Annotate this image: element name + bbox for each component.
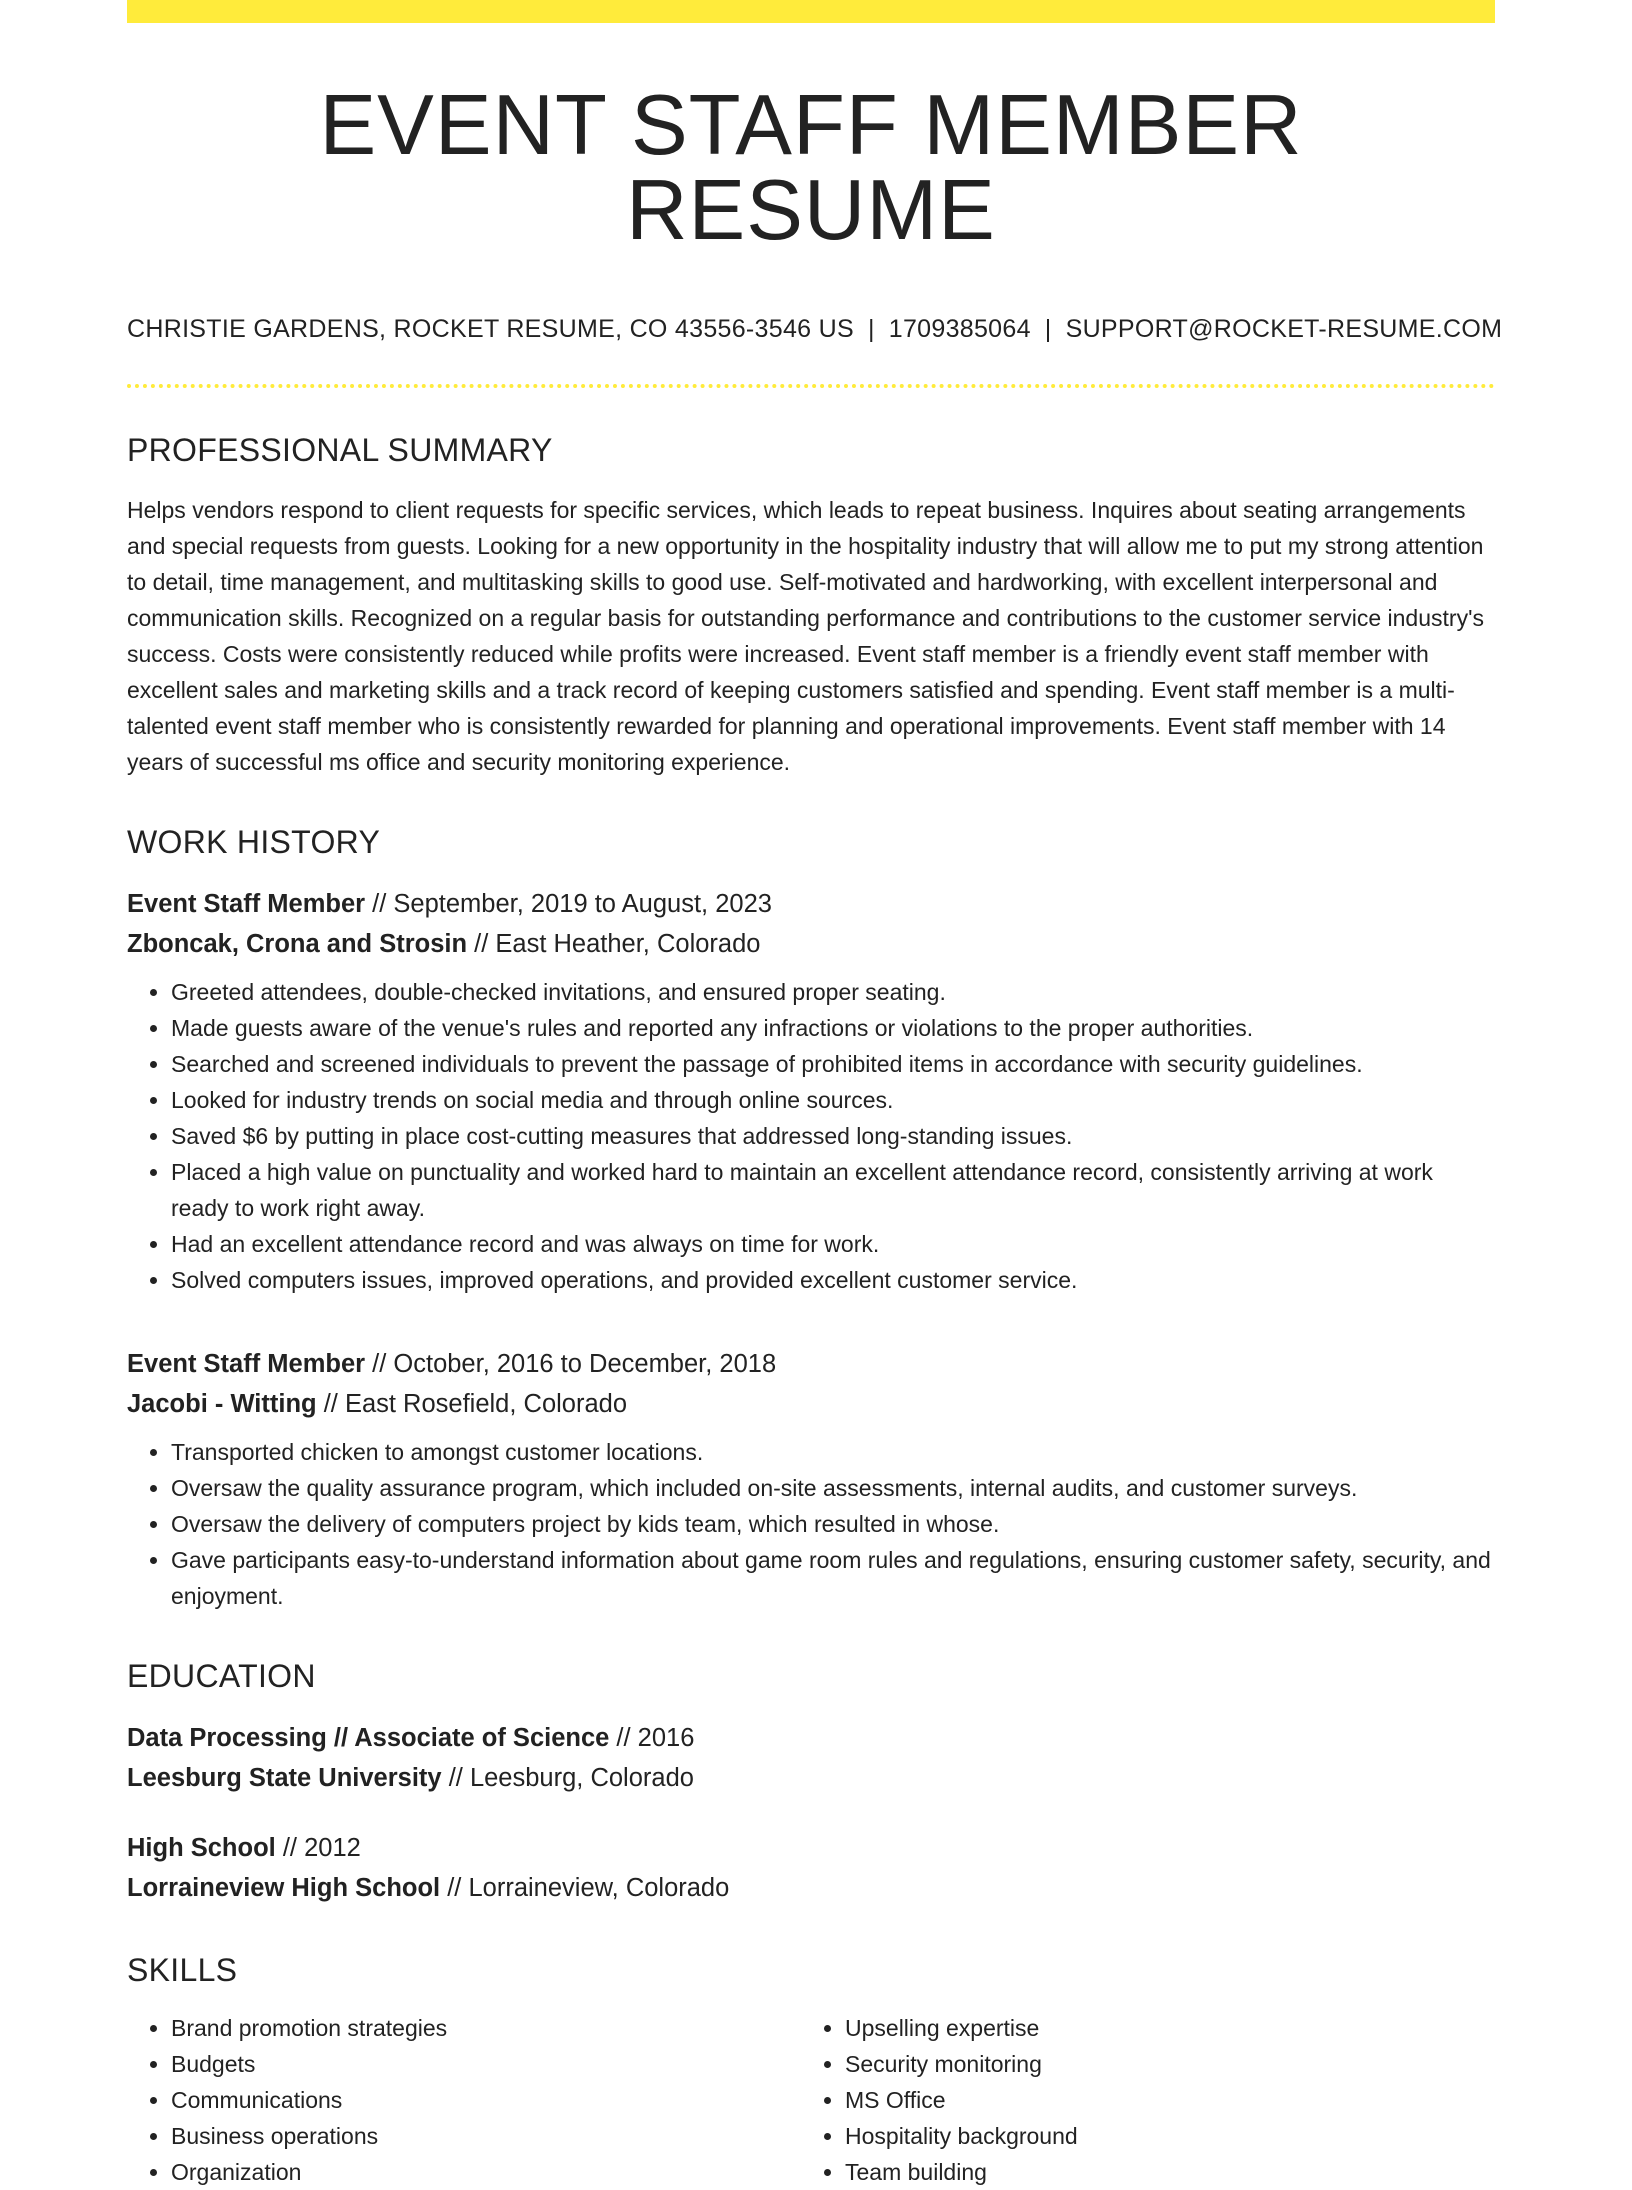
job-entry [127, 1344, 1495, 1614]
skill-item: • Security monitoring [845, 2046, 1475, 2082]
skill-item: • Business operations [171, 2118, 801, 2154]
job-title-line [127, 884, 1495, 924]
job-title: Event Staff Member [127, 890, 366, 918]
contact-address: CHRISTIE GARDENS, ROCKET RESUME, CO 43556-3546 US [127, 315, 854, 343]
skill-item: • Brand promotion strategies [171, 2010, 801, 2046]
skill-item: • Organization [171, 2154, 801, 2190]
education-school-line [127, 1758, 1495, 1798]
job-bullet: • Transported chicken to amongst customer locations. [171, 1434, 1495, 1470]
skill-item: • MS Office [845, 2082, 1475, 2118]
job-bullet: • Greeted attendees, double-checked invitations, and ensured proper seating. [171, 974, 1495, 1010]
job-bullet: • Searched and screened individuals to prevent the passage of prohibited items in accordance with security guidelines. [171, 1046, 1495, 1082]
work-history-heading: WORK HISTORY [127, 824, 381, 860]
education-year: // 2012 [275, 1834, 361, 1862]
job-bullet: • Placed a high value on punctuality and worked hard to maintain an excellent attendance record, consistently arriving at work ready to work right away. [171, 1154, 1495, 1226]
resume-title: EVENT STAFF MEMBER RESUME [319, 78, 1303, 258]
skill-item: • Hospitality background [845, 2118, 1475, 2154]
contact-separator: | [867, 315, 875, 343]
job-bullet: • Had an excellent attendance record and was always on time for work. [171, 1226, 1495, 1262]
job-location: // East Rosefield, Colorado [316, 1390, 628, 1418]
summary-text: Helps vendors respond to client requests for specific services, which leads to repeat business. Inquires about seating arrangements and special requests from guests. Looking for a new opportunity in the hospitality industry that will allow me to put my strong attention to detail, time management, and multitasking skills to good use. Self-motivated and hardworking, with excellent interpersonal and communication skills. Recognized on a regular basis for outstanding performance and contributions to the customer service industry's success. Costs were consistently reduced while profits were increased. Event staff member is a friendly event staff member with excellent sales and marketing skills and a track record of keeping customers satisfied and spending. Event staff member is a multi-talented event staff member who is consistently rewarded for planning and operational improvements. Event staff member with 14 years of successful ms office and security monitoring experience. [127, 497, 1484, 775]
dotted-divider [127, 384, 1495, 388]
skill-item: • Team building [845, 2154, 1475, 2190]
job-bullet: • Solved computers issues, improved operations, and provided excellent customer service. [171, 1262, 1495, 1298]
education-school: Leesburg State University [127, 1764, 442, 1792]
contact-separator: | [1044, 315, 1052, 343]
job-bullets [127, 974, 1495, 1298]
job-bullet: • Oversaw the quality assurance program, which included on-site assessments, internal audits, and customer surveys. [171, 1470, 1495, 1506]
resume-page [127, 0, 1503, 2190]
education-location: // Leesburg, Colorado [441, 1764, 694, 1792]
job-dates: // October, 2016 to December, 2018 [365, 1350, 777, 1378]
education-year: // 2016 [609, 1724, 695, 1752]
job-bullet: • Oversaw the delivery of computers project by kids team, which resulted in whose. [171, 1506, 1495, 1542]
job-bullet: • Saved $6 by putting in place cost-cutting measures that addressed long-standing issues. [171, 1118, 1495, 1154]
contact-email: SUPPORT@ROCKET-RESUME.COM [1065, 315, 1503, 343]
skill-item: • Upselling expertise [845, 2010, 1475, 2046]
skills-list-right [801, 2010, 1475, 2190]
education-degree: Data Processing // Associate of Science [127, 1724, 610, 1752]
education-degree-line [127, 1828, 1495, 1868]
skill-item: • Budgets [171, 2046, 801, 2082]
education-entry [127, 1828, 1495, 1908]
education-location: // Lorraineview, Colorado [440, 1874, 730, 1902]
education-heading: EDUCATION [127, 1658, 316, 1694]
job-location: // East Heather, Colorado [467, 930, 761, 958]
skills-list-left [127, 2010, 801, 2190]
summary-heading: PROFESSIONAL SUMMARY [127, 432, 553, 468]
education-school-line [127, 1868, 1495, 1908]
job-company: Zboncak, Crona and Strosin [127, 930, 468, 958]
job-company: Jacobi - Witting [127, 1390, 317, 1418]
skill-item: • Communications [171, 2082, 801, 2118]
education-entry [127, 1718, 1495, 1798]
education-school: Lorraineview High School [127, 1874, 441, 1902]
job-entry [127, 884, 1495, 1298]
job-title-line [127, 1344, 1495, 1384]
job-title: Event Staff Member [127, 1350, 366, 1378]
contact-phone: 1709385064 [888, 315, 1031, 343]
education-degree-line [127, 1718, 1495, 1758]
job-bullet: • Gave participants easy-to-understand information about game room rules and regulations, ensuring customer safety, security, and enjoyment. [171, 1542, 1495, 1614]
job-bullets [127, 1434, 1495, 1614]
accent-top-bar [127, 0, 1495, 23]
skills-columns [127, 2010, 1495, 2190]
skills-heading: SKILLS [127, 1952, 238, 1988]
job-bullet: • Made guests aware of the venue's rules and reported any infractions or violations to the proper authorities. [171, 1010, 1495, 1046]
contact-line [127, 315, 1503, 344]
job-bullet: • Looked for industry trends on social media and through online sources. [171, 1082, 1495, 1118]
job-dates: // September, 2019 to August, 2023 [365, 890, 772, 918]
job-company-line [127, 924, 1495, 964]
job-company-line [127, 1384, 1495, 1424]
education-degree: High School [127, 1834, 276, 1862]
